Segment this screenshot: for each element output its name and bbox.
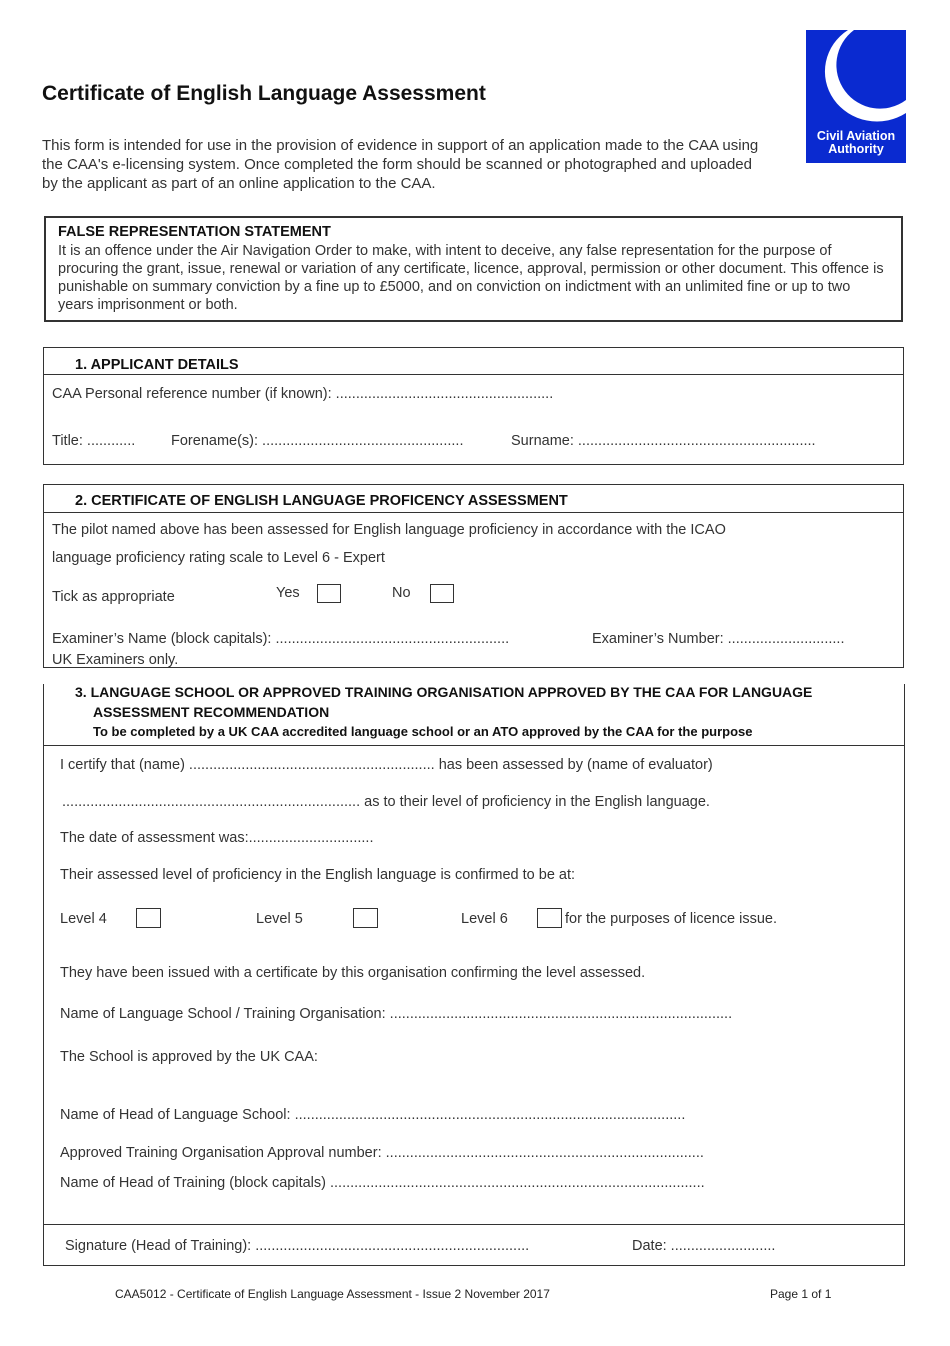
- examiner-name-field[interactable]: Examiner’s Name (block capitals): ..........................................................: [52, 631, 510, 647]
- section1-divider: [43, 374, 904, 375]
- section3-bottom-border: [43, 1265, 905, 1266]
- proficiency-statement-line2: language proficiency rating scale to Level 6 - Expert: [52, 550, 385, 566]
- section3-left-border: [43, 684, 44, 1266]
- certify-line[interactable]: I certify that (name) ............................................................. has been assessed by (name of evaluator): [60, 757, 713, 773]
- level6-label: Level 6: [461, 911, 508, 927]
- page-title: Certificate of English Language Assessment: [42, 82, 486, 105]
- head-of-training-field[interactable]: Name of Head of Training (block capitals) .............................................................................................: [60, 1175, 705, 1191]
- section3-header-divider: [43, 745, 905, 746]
- assessment-date-field[interactable]: The date of assessment was:...............................: [60, 830, 374, 846]
- logo-line1: Civil Aviation: [816, 129, 896, 143]
- level6-checkbox[interactable]: [537, 908, 562, 928]
- level4-checkbox[interactable]: [136, 908, 161, 928]
- caa-logo: [806, 30, 906, 163]
- head-of-school-field[interactable]: Name of Head of Language School: .................................................................................................: [60, 1107, 686, 1123]
- section3-subheading: To be completed by a UK CAA accredited language school or an ATO approved by the CAA for the purpose: [93, 724, 753, 739]
- false-representation-body: It is an offence under the Air Navigation Order to make, with intent to deceive, any false representation for the purpose of procuring the grant, issue, renewal or variation of any certificate, licence, approval, permission or other document. This offence is punishable on summary conviction by a fine up to £5000, and on conviction on indictment with an unlimited fine or up to two years imprisonment or both.: [58, 243, 884, 313]
- yes-label: Yes: [276, 585, 300, 601]
- certificate-issued-text: They have been issued with a certificate by this organisation confirming the level assessed.: [60, 965, 646, 981]
- uk-examiners-note: UK Examiners only.: [52, 652, 179, 668]
- section2-heading: 2. CERTIFICATE OF ENGLISH LANGUAGE PROFICENCY ASSESSMENT: [75, 493, 568, 509]
- page-number: Page 1 of 1: [770, 1287, 832, 1301]
- level5-checkbox[interactable]: [353, 908, 378, 928]
- logo-line2: Authority: [828, 142, 884, 156]
- proficiency-statement-line1: The pilot named above has been assessed for English language proficiency in accordance with the ICAO: [52, 522, 726, 538]
- proficiency-line[interactable]: .......................................................................... as to their level of proficiency in the English language.: [62, 794, 710, 810]
- no-checkbox[interactable]: [430, 584, 454, 603]
- tick-label: Tick as appropriate: [52, 589, 175, 605]
- section1-heading: 1. APPLICANT DETAILS: [75, 357, 239, 373]
- section3-signature-divider: [43, 1224, 905, 1225]
- no-label: No: [392, 585, 411, 601]
- false-representation-box: [44, 216, 903, 322]
- licence-purpose-text: for the purposes of licence issue.: [565, 911, 777, 927]
- level4-label: Level 4: [60, 911, 107, 927]
- level5-label: Level 5: [256, 911, 303, 927]
- signature-date-field[interactable]: Date: ..........................: [632, 1238, 776, 1254]
- section3-heading-line2: ASSESSMENT RECOMMENDATION: [93, 704, 330, 720]
- surname-field[interactable]: Surname: ...........................................................: [511, 433, 816, 449]
- assessed-level-text: Their assessed level of proficiency in the English language is confirmed to be at:: [60, 867, 576, 883]
- forename-field[interactable]: Forename(s): ..................................................: [171, 433, 464, 449]
- section3-right-border: [904, 684, 905, 1266]
- false-representation-heading: FALSE REPRESENTATION STATEMENT: [58, 224, 331, 240]
- ato-approval-number-field[interactable]: Approved Training Organisation Approval number: ...............................................................................: [60, 1145, 704, 1161]
- caa-reference-field[interactable]: CAA Personal reference number (if known): ......................................................: [52, 386, 554, 402]
- section3-heading-line1: 3. LANGUAGE SCHOOL OR APPROVED TRAINING ORGANISATION APPROVED BY THE CAA FOR LANGUAGE: [75, 684, 813, 700]
- school-approved-text: The School is approved by the UK CAA:: [60, 1049, 318, 1065]
- yes-checkbox[interactable]: [317, 584, 341, 603]
- examiner-number-field[interactable]: Examiner’s Number: .............................: [592, 631, 845, 647]
- school-name-field[interactable]: Name of Language School / Training Organisation: .....................................................................................: [60, 1006, 733, 1022]
- signature-field[interactable]: Signature (Head of Training): ....................................................................: [65, 1238, 530, 1254]
- title-field[interactable]: Title: ............: [52, 433, 136, 449]
- intro-text: This form is intended for use in the provision of evidence in support of an application made to the CAA using the CAA's e-licensing system. Once completed the form should be scanned or photographed and uploaded by the applicant as part of an online application to the CAA.: [42, 137, 759, 192]
- section2-divider: [43, 512, 904, 513]
- form-reference: CAA5012 - Certificate of English Language Assessment - Issue 2 November 2017: [115, 1287, 550, 1301]
- logo-text: [806, 130, 906, 156]
